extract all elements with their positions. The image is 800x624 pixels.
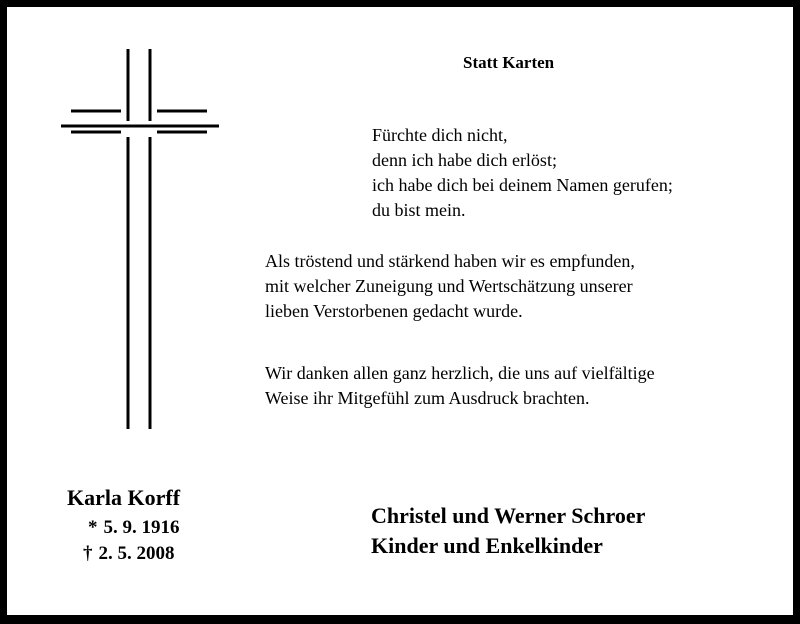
deceased-name: Karla Korff [67,485,181,510]
notice-heading: Statt Karten [463,53,555,72]
signature-line: Christel und Werner Schroer [371,503,646,528]
paragraph-line: mit welcher Zuneigung und Wertschätzung unserer [265,276,633,296]
paragraph-line: Weise ihr Mitgefühl zum Ausdruck brachten. [265,388,590,408]
paragraph-line: Wir danken allen ganz herzlich, die uns auf vielfältige [265,363,655,383]
verse-line: du bist mein. [372,200,466,220]
birth-star-icon: * [88,517,98,538]
death-cross-icon: † [83,543,93,564]
verse-line: ich habe dich bei deinem Namen gerufen; [372,175,673,195]
deceased-info [67,485,217,567]
verse-line: Fürchte dich nicht, [372,125,508,145]
birth-date: 5. 9. 1916 [103,517,180,538]
death-date: 2. 5. 2008 [98,543,175,564]
birth-date-row [67,515,217,541]
death-date-row [67,541,217,567]
paragraph-line: Als tröstend und stärkend haben wir es empfunden, [265,251,635,271]
thanks-paragraph-2 [265,361,655,411]
signatures [371,501,645,561]
signature-line: Kinder und Enkelkinder [371,533,603,558]
bible-verse [372,123,673,223]
paragraph-line: lieben Verstorbenen gedacht wurde. [265,301,523,321]
verse-line: denn ich habe dich erlöst; [372,150,557,170]
cross-icon [61,49,219,429]
thanks-paragraph-1 [265,249,635,324]
